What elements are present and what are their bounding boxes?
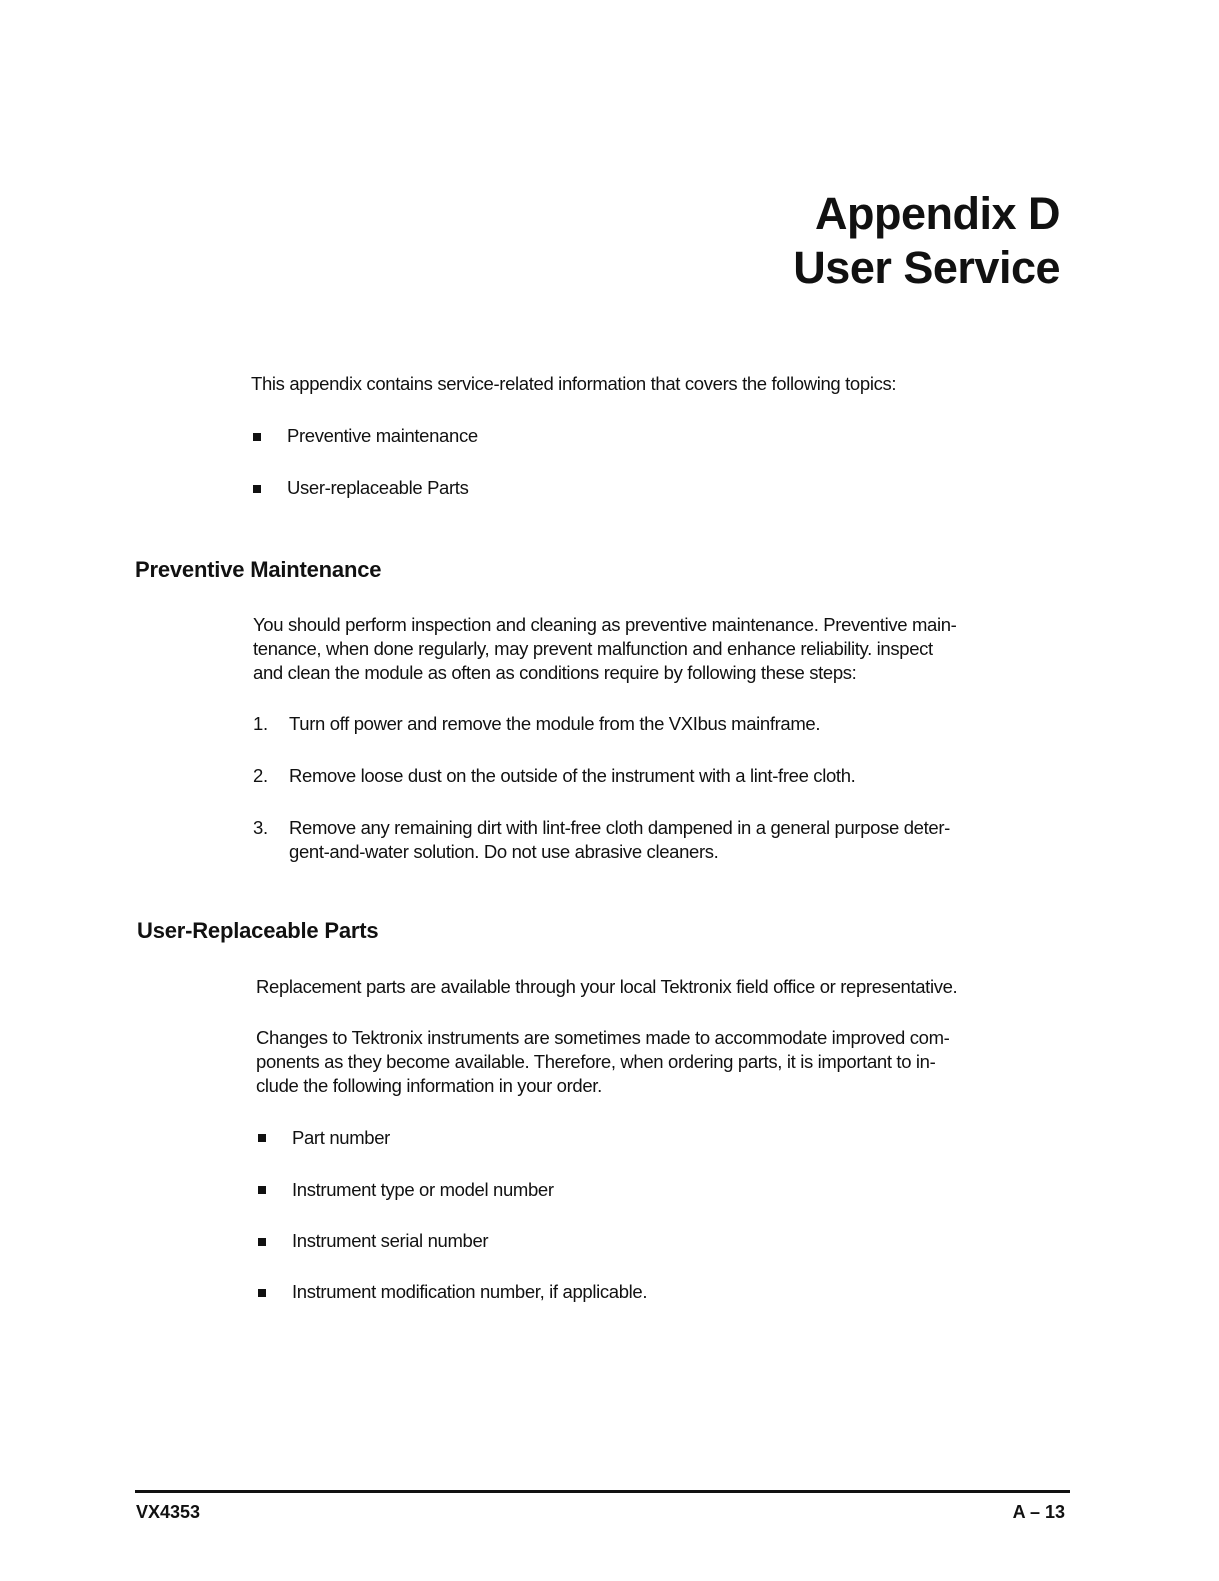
step-number: 2. bbox=[253, 765, 268, 786]
appendix-title: Appendix D bbox=[814, 188, 1060, 239]
section-heading-parts: User-Replaceable Parts bbox=[137, 918, 379, 943]
intro-bullet: User-replaceable Parts bbox=[287, 477, 469, 498]
step-number: 1. bbox=[253, 713, 268, 734]
parts-bullet: Instrument serial number bbox=[292, 1230, 489, 1251]
bullet-icon bbox=[258, 1134, 266, 1142]
paragraph-line: You should perform inspection and cleaning as preventive maintenance. Preventive main- bbox=[253, 614, 957, 635]
parts-bullet: Instrument modification number, if applicable. bbox=[292, 1281, 648, 1302]
footer-product: VX4353 bbox=[136, 1502, 201, 1522]
bullet-icon bbox=[258, 1238, 266, 1246]
paragraph-line: clude the following information in your order. bbox=[256, 1075, 602, 1096]
step-number: 3. bbox=[253, 817, 268, 838]
section-heading-preventive: Preventive Maintenance bbox=[135, 557, 382, 582]
bullet-icon bbox=[258, 1289, 266, 1297]
intro-text: This appendix contains service-related information that covers the following topics: bbox=[251, 373, 897, 394]
parts-bullet: Instrument type or model number bbox=[292, 1179, 554, 1200]
step-text: Remove loose dust on the outside of the instrument with a lint-free cloth. bbox=[289, 765, 856, 786]
step-text bbox=[289, 816, 950, 864]
paragraph-line: tenance, when done regularly, may prevent malfunction and enhance reliability. inspect bbox=[253, 638, 933, 659]
footer-page-number: A – 13 bbox=[1012, 1502, 1065, 1522]
parts-paragraph-1: Replacement parts are available through your local Tektronix field office or representative. bbox=[256, 976, 958, 997]
intro-bullet: Preventive maintenance bbox=[287, 425, 478, 446]
step-line: gent-and-water solution. Do not use abrasive cleaners. bbox=[289, 841, 719, 862]
paragraph-line: Changes to Tektronix instruments are sometimes made to accommodate improved com- bbox=[256, 1027, 950, 1048]
paragraph-line: ponents as they become available. Therefore, when ordering parts, it is important to in- bbox=[256, 1051, 936, 1072]
paragraph-line: and clean the module as often as conditions require by following these steps: bbox=[253, 662, 857, 683]
step-line: Remove any remaining dirt with lint-free cloth dampened in a general purpose deter- bbox=[289, 817, 950, 838]
footer-rule bbox=[135, 1490, 1070, 1493]
bullet-icon bbox=[258, 1186, 266, 1194]
bullet-icon bbox=[253, 433, 261, 441]
appendix-subtitle: User Service bbox=[793, 242, 1060, 293]
preventive-paragraph bbox=[253, 613, 957, 685]
bullet-icon bbox=[253, 485, 261, 493]
parts-paragraph-2 bbox=[256, 1026, 949, 1098]
parts-bullet: Part number bbox=[292, 1127, 390, 1148]
step-text: Turn off power and remove the module from the VXIbus mainframe. bbox=[289, 713, 821, 734]
